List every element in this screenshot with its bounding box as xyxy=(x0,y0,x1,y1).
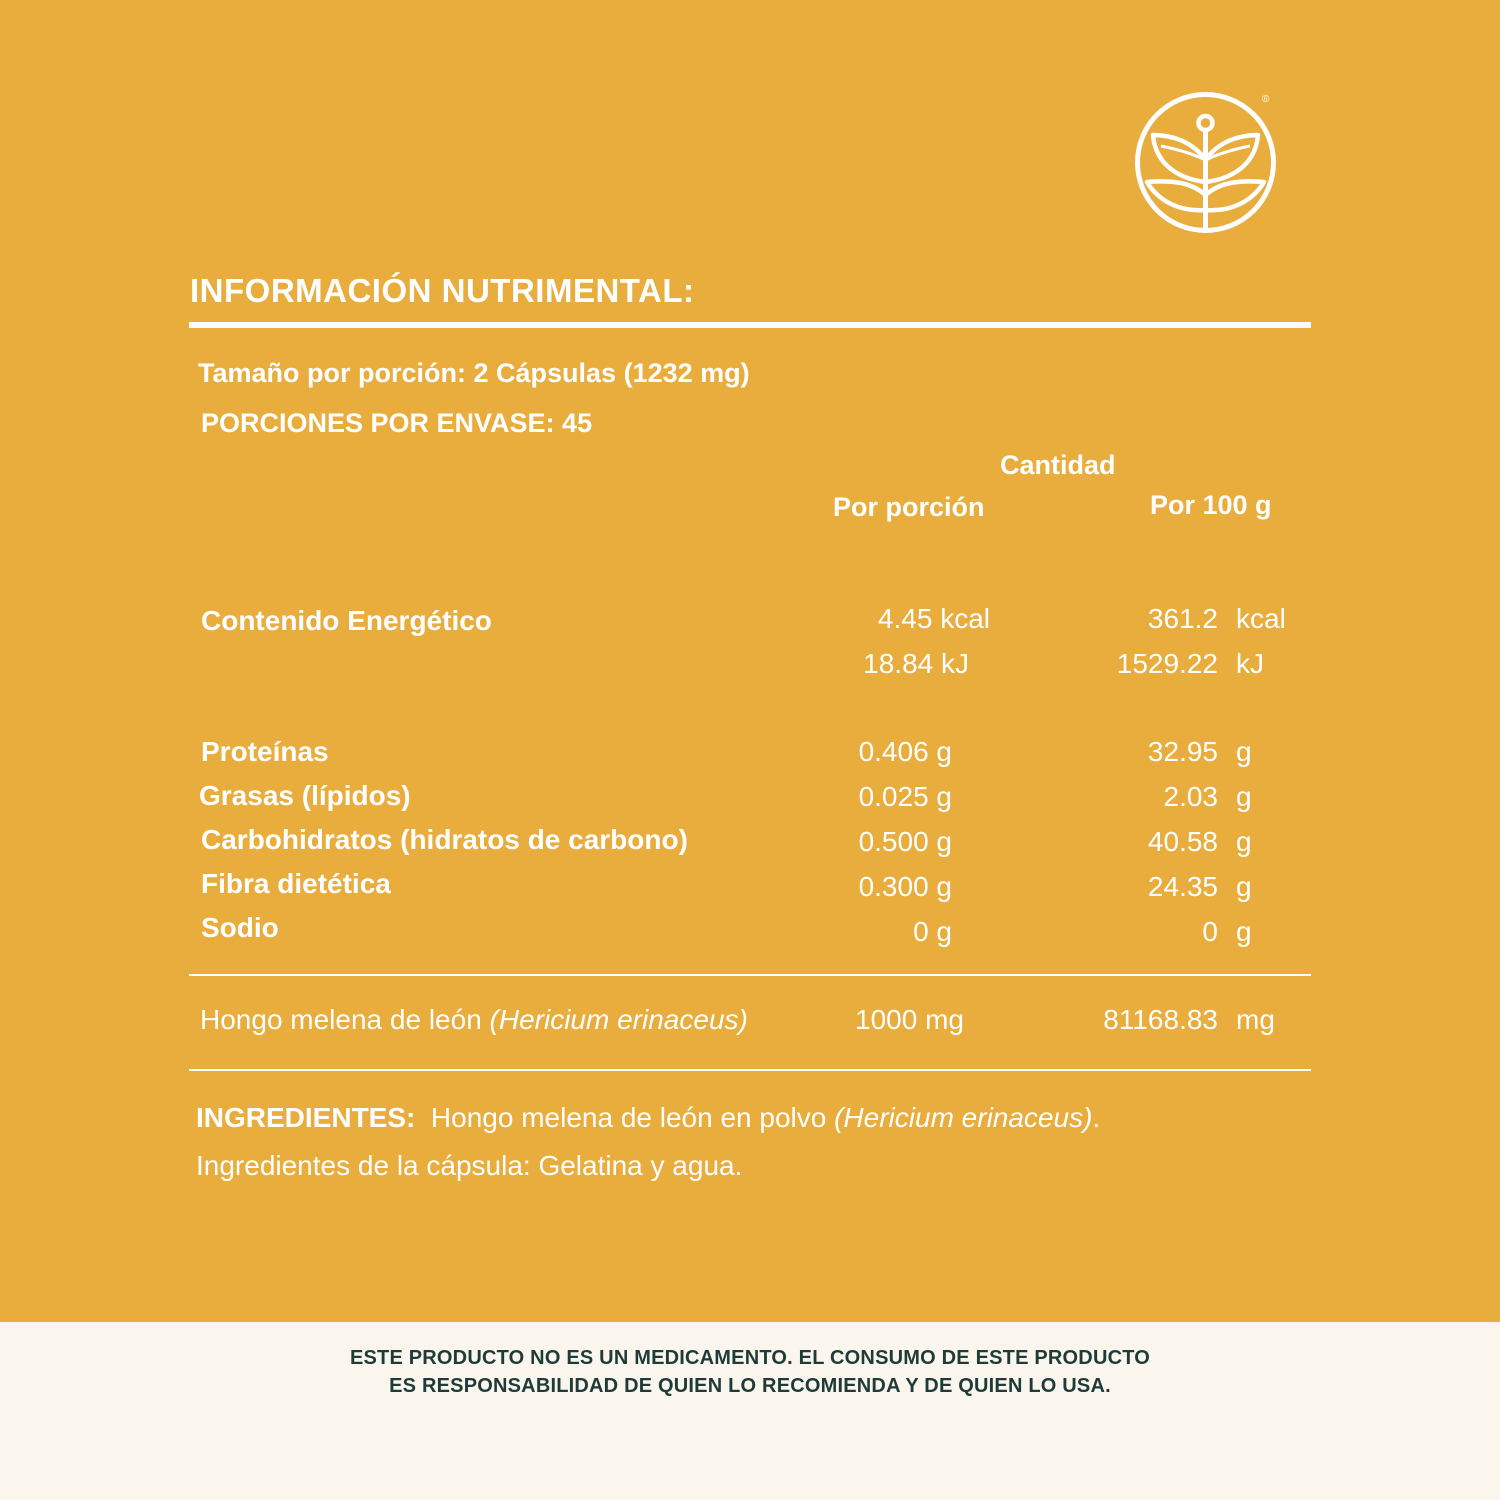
nutrient-per-serving: 0.406 g xyxy=(858,736,952,767)
page-title: INFORMACIÓN NUTRIMENTAL: xyxy=(190,272,695,309)
active-unit: mg xyxy=(1236,1004,1275,1035)
nutrient-per-serving: 0.025 g xyxy=(858,781,952,812)
nutrient-label: Sodio xyxy=(201,912,279,943)
energy-kcal-per-100g: 361.2 xyxy=(1147,603,1218,634)
nutrient-per-100g: 2.03 xyxy=(1163,781,1218,812)
nutrient-unit: g xyxy=(1236,916,1252,947)
nutrient-per-serving: 0.500 g xyxy=(858,826,952,857)
energy-kcal-per-serving: 4.45 kcal xyxy=(877,603,990,634)
energy-kj-per-serving: 18.84 kJ xyxy=(863,648,969,679)
section-divider xyxy=(189,974,1311,976)
nutrient-per-100g: 32.95 xyxy=(1147,736,1218,767)
nutrient-label: Fibra dietética xyxy=(201,868,391,899)
energy-label: Contenido Energético xyxy=(201,605,492,636)
header-per-100g: Por 100 g xyxy=(1150,490,1272,520)
servings-per-container: PORCIONES POR ENVASE: 45 xyxy=(201,408,593,438)
nutrient-unit: g xyxy=(1236,871,1252,902)
nutrient-per-serving: 0.300 g xyxy=(858,871,952,902)
active-ingredient-latin: (Hericium erinaceus) xyxy=(489,1004,748,1035)
brand-logo-plant-icon xyxy=(1133,90,1278,235)
ingredients-end: . xyxy=(1092,1102,1101,1133)
active-per-100g: 81168.83 xyxy=(1103,1004,1218,1035)
nutrient-label: Grasas (lípidos) xyxy=(199,780,411,811)
nutrient-per-100g: 0 xyxy=(1202,916,1218,947)
nutrient-unit: g xyxy=(1236,736,1252,767)
active-ingredient-name: Hongo melena de león xyxy=(200,1004,490,1035)
ingredients-line xyxy=(196,1102,1100,1134)
header-per-serving: Por porción xyxy=(833,492,985,522)
nutrient-per-serving: 0 g xyxy=(913,916,952,947)
energy-kcal-unit: kcal xyxy=(1236,603,1286,634)
nutrient-unit: g xyxy=(1236,826,1252,857)
active-per-serving: 1000 mg xyxy=(855,1004,964,1035)
registered-mark: ® xyxy=(1262,94,1270,105)
nutrient-label: Proteínas xyxy=(201,736,329,767)
nutrient-label: Carbohidratos (hidratos de carbono) xyxy=(201,824,688,855)
nutrient-unit: g xyxy=(1236,781,1252,812)
nutrient-per-100g: 40.58 xyxy=(1147,826,1218,857)
energy-kj-per-100g: 1529.22 xyxy=(1116,648,1218,679)
section-divider xyxy=(189,1069,1311,1071)
nutrient-per-100g: 24.35 xyxy=(1147,871,1218,902)
serving-size: Tamaño por porción: 2 Cápsulas (1232 mg) xyxy=(198,358,750,388)
disclaimer-line-2: ES RESPONSABILIDAD DE QUIEN LO RECOMIENDA Y DE QUIEN LO USA. xyxy=(389,1375,1111,1397)
energy-kj-unit: kJ xyxy=(1236,648,1264,679)
footer-band xyxy=(0,1322,1500,1500)
ingredients-text: Hongo melena de león en polvo xyxy=(430,1102,835,1133)
header-amount: Cantidad xyxy=(1000,450,1116,480)
capsule-ingredients: Ingredientes de la cápsula: Gelatina y agua. xyxy=(196,1150,743,1181)
ingredients-label: INGREDIENTES: xyxy=(196,1102,416,1133)
title-divider xyxy=(189,322,1311,328)
ingredients-latin: (Hericium erinaceus) xyxy=(834,1102,1093,1133)
active-ingredient-label xyxy=(200,1004,748,1036)
disclaimer-line-1: ESTE PRODUCTO NO ES UN MEDICAMENTO. EL CONSUMO DE ESTE PRODUCTO xyxy=(349,1347,1151,1369)
